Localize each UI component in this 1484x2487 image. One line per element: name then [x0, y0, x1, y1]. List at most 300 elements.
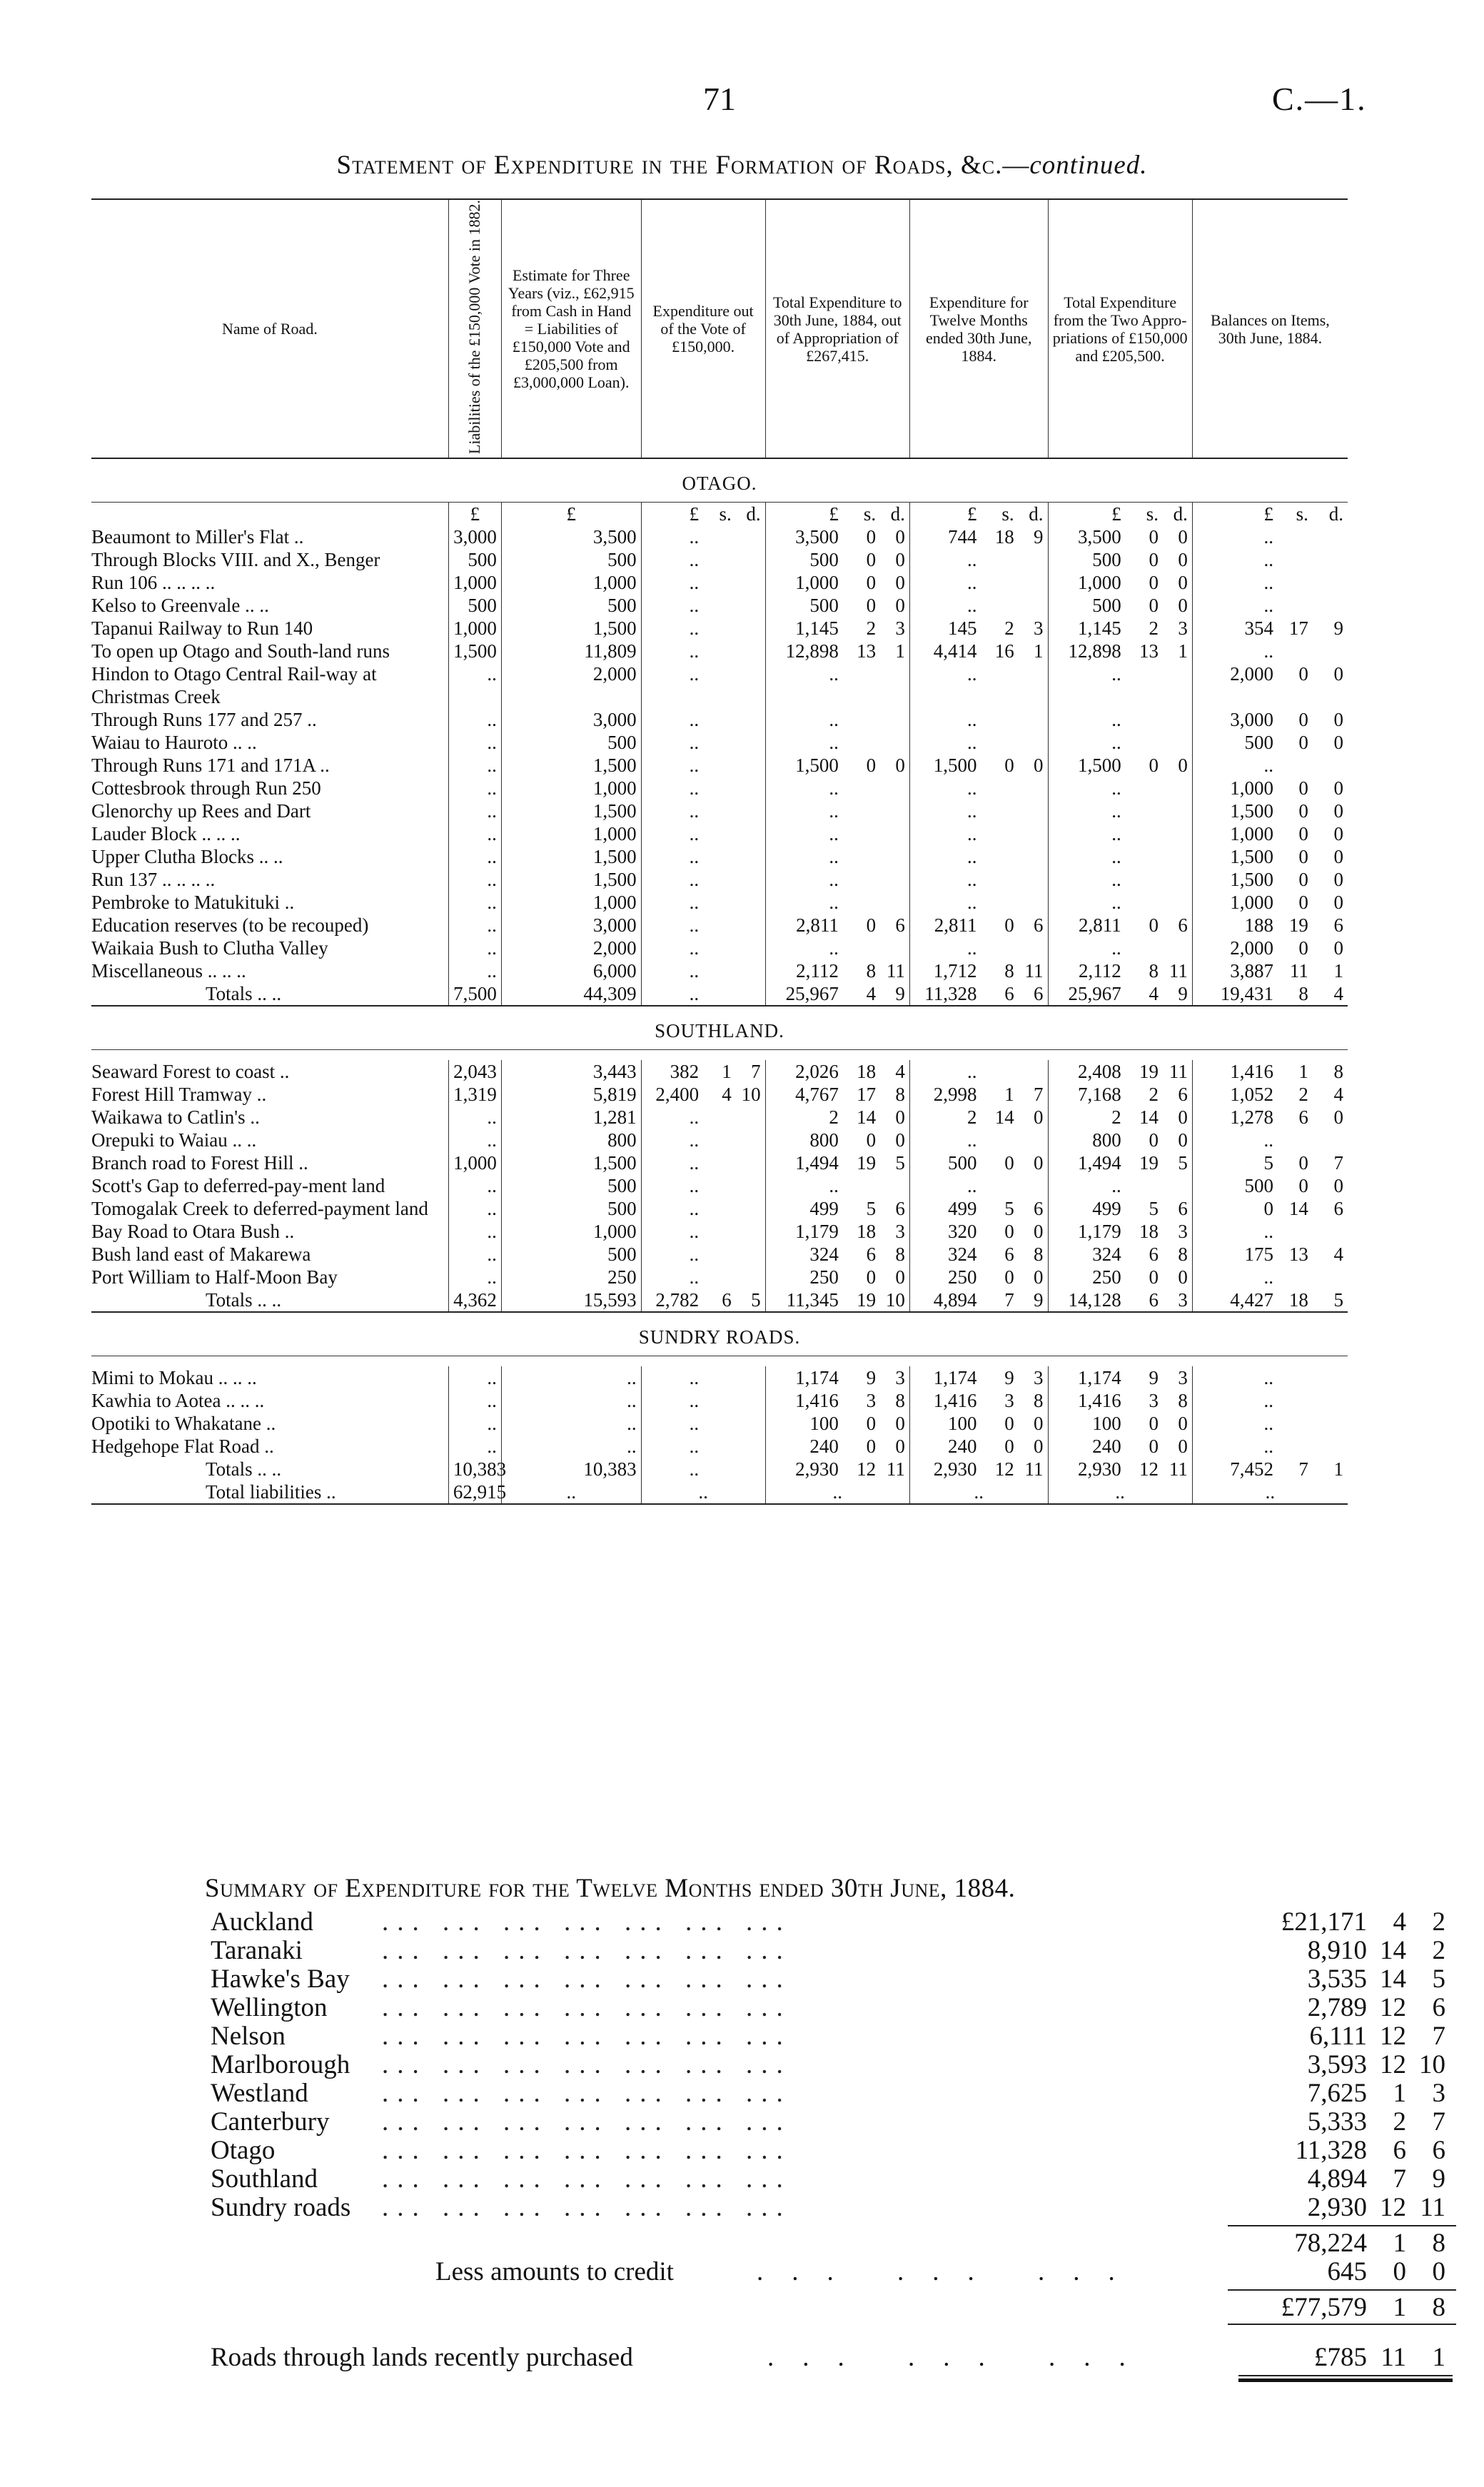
- summary-pounds: 645: [1327, 2257, 1367, 2286]
- twelve-months-pence: 11: [1024, 1458, 1044, 1480]
- road-name: Tomogalak Creek to deferred-payment land: [91, 1198, 428, 1220]
- total-two-shillings: 3: [1149, 1390, 1159, 1412]
- total-to-date-shillings: [843, 1174, 880, 1197]
- expenditure-vote-pence: [736, 754, 765, 777]
- total-two-shillings: [1126, 799, 1163, 822]
- total-two-pence: [1163, 708, 1192, 731]
- total-two-pence: [1163, 799, 1192, 822]
- liabilities-cell: ..: [448, 1220, 501, 1243]
- twelve-months-pence: [1019, 1060, 1048, 1083]
- liabilities-cell: ..: [448, 1106, 501, 1129]
- col-header-total-to-date: Total Expenditure to 30th June, 1884, out of Appropriation of £267,415.: [765, 199, 909, 458]
- total-to-date-pounds: 2,112: [765, 959, 843, 982]
- balance-shillings: [1278, 1266, 1313, 1288]
- twelve-months-pence: [1019, 662, 1048, 708]
- total-to-date-pence: [880, 708, 909, 731]
- summary-amount: [1260, 2258, 1453, 2286]
- balance-shillings: [1278, 1220, 1313, 1243]
- total-to-date-pounds: ..: [765, 891, 843, 914]
- totals-row: [91, 1288, 1348, 1311]
- twelve-months-pence: 0: [1034, 1413, 1044, 1435]
- totals-row: [91, 982, 1348, 1005]
- total-to-date-pence: 3: [895, 1221, 905, 1243]
- balance-pounds: ..: [1192, 525, 1278, 548]
- balance-shillings: 0: [1298, 869, 1308, 891]
- expenditure-vote-pence: [736, 868, 765, 891]
- twelve-months-pence: 9: [1034, 1289, 1044, 1311]
- balance-pence: 0: [1333, 663, 1343, 685]
- balance-pence: 0: [1333, 709, 1343, 731]
- total-to-date-pence: 8: [895, 1244, 905, 1266]
- twelve-months-shillings: 6: [1004, 1244, 1014, 1266]
- total-two-pence: [1163, 868, 1192, 891]
- summary-pounds: £77,579: [1281, 2293, 1367, 2322]
- unit-pence: d.: [1029, 503, 1044, 525]
- twelve-months-pence: 8: [1034, 1244, 1044, 1266]
- expenditure-vote-pence: [736, 799, 765, 822]
- total-two-shillings: [1126, 708, 1163, 731]
- spacer-row: [91, 1050, 1348, 1061]
- balance-shillings: [1278, 640, 1313, 662]
- summary-pence: 10: [1419, 2050, 1445, 2079]
- balance-shillings: 7: [1298, 1458, 1308, 1480]
- expenditure-vote-shillings: [703, 1220, 736, 1243]
- twelve-months-shillings: [981, 822, 1018, 845]
- road-row: [91, 662, 1348, 708]
- balance-pounds: ..: [1192, 1220, 1278, 1243]
- summary-leaders: ... ... ... ... ... ... ...: [382, 2194, 792, 2222]
- total-two-pence: 11: [1168, 1061, 1188, 1083]
- section-heading: OTAGO.: [91, 458, 1348, 503]
- estimate-cell: ..: [501, 1366, 641, 1389]
- summary-pounds: 5,333: [1307, 2107, 1367, 2137]
- twelve-months-pence: 3: [1034, 617, 1044, 640]
- total-two-pence: 6: [1178, 1084, 1188, 1106]
- twelve-months-pounds: 250: [909, 1266, 981, 1288]
- estimate-cell: ..: [501, 1435, 641, 1458]
- twelve-months-pounds: ..: [909, 662, 981, 708]
- balance-pence: 0: [1333, 937, 1343, 959]
- balance-pounds: 1,000: [1192, 891, 1278, 914]
- summary-amount: [1260, 2294, 1453, 2322]
- summary-row: [211, 2107, 1445, 2137]
- road-name: Run 137 .. .. .. ..: [91, 869, 216, 891]
- estimate-cell: ..: [501, 1480, 641, 1504]
- summary-amount: [1260, 2229, 1453, 2258]
- expenditure-vote-pence: [736, 571, 765, 594]
- total-two-pounds: ..: [1048, 822, 1126, 845]
- summary-shillings: 7: [1393, 2164, 1406, 2194]
- estimate-cell: 3,500: [501, 525, 641, 548]
- total-to-date-shillings: 5: [866, 1198, 877, 1220]
- total-to-date-shillings: 9: [866, 1367, 877, 1389]
- total-to-date-shillings: 13: [857, 640, 877, 662]
- expenditure-vote-shillings: [703, 1366, 736, 1389]
- summary-shillings: 12: [1380, 2050, 1406, 2079]
- summary-row: [211, 1936, 1445, 1965]
- total-to-date-pounds: 500: [765, 594, 843, 617]
- purchased-double-rule: [1238, 2375, 1453, 2382]
- balance-shillings: [1278, 571, 1313, 594]
- road-name: Totals .. ..: [206, 1289, 282, 1311]
- twelve-months-pence: 0: [1034, 1436, 1044, 1458]
- estimate-cell: 44,309: [501, 982, 641, 1005]
- liabilities-cell: ..: [448, 1197, 501, 1220]
- total-to-date-shillings: 0: [866, 1129, 877, 1151]
- expenditure-vote-pence: 7: [751, 1061, 761, 1083]
- balance-shillings: [1278, 594, 1313, 617]
- expenditure-vote-pounds: ..: [641, 1197, 703, 1220]
- expenditure-vote-pounds: ..: [641, 1151, 703, 1174]
- total-to-date-shillings: 0: [866, 1436, 877, 1458]
- balance-pounds: ..: [1192, 1266, 1278, 1288]
- estimate-cell: 11,809: [501, 640, 641, 662]
- balance-pence: 5: [1333, 1289, 1343, 1311]
- summary-pounds: 8,910: [1307, 1936, 1367, 1965]
- expenditure-vote-shillings: [703, 754, 736, 777]
- estimate-cell: 10,383: [501, 1458, 641, 1480]
- summary-leaders: ... ... ... ... ... ... ...: [382, 1908, 792, 1937]
- twelve-months-pounds: 1,500: [909, 754, 981, 777]
- twelve-months-shillings: [981, 548, 1018, 571]
- unit-shilling: s.: [1001, 503, 1014, 525]
- liabilities-cell: ..: [448, 1243, 501, 1266]
- road-name: Mimi to Mokau .. .. ..: [91, 1367, 257, 1389]
- total-two-pence: 0: [1178, 755, 1188, 777]
- total-to-date-pounds: 2,930: [765, 1458, 843, 1480]
- total-to-date-pence: [880, 1174, 909, 1197]
- balance-pence: 0: [1333, 800, 1343, 822]
- balance-pounds: 354: [1192, 617, 1278, 640]
- expenditure-vote-pounds: ..: [641, 1458, 703, 1480]
- balance-shillings: 18: [1288, 1289, 1308, 1311]
- expenditure-vote-pence: [736, 959, 765, 982]
- total-to-date-shillings: 0: [866, 1266, 877, 1288]
- summary-pounds: 2,789: [1307, 1993, 1367, 2022]
- road-row: [91, 1060, 1348, 1083]
- summary-pounds: 11,328: [1295, 2136, 1367, 2165]
- liabilities-cell: ..: [448, 1412, 501, 1435]
- twelve-months-pence: [1019, 548, 1048, 571]
- expenditure-vote-pence: [736, 617, 765, 640]
- estimate-cell: 3,000: [501, 914, 641, 937]
- total-two-pence: 3: [1178, 1289, 1188, 1311]
- road-row: [91, 594, 1348, 617]
- estimate-cell: 500: [501, 594, 641, 617]
- total-to-date-pence: 4: [895, 1061, 905, 1083]
- twelve-months-shillings: 0: [1004, 1413, 1014, 1435]
- summary-purchased-label: Roads through lands recently purchased: [211, 2343, 633, 2372]
- total-two-pence: [1163, 891, 1192, 914]
- twelve-months-pence: [1019, 937, 1048, 959]
- total-two-pounds: 2,112: [1048, 959, 1126, 982]
- expenditure-vote-pounds: ..: [641, 868, 703, 891]
- estimate-cell: 1,000: [501, 891, 641, 914]
- balance-pounds: 1,000: [1192, 822, 1278, 845]
- twelve-months-pounds: ..: [909, 571, 981, 594]
- expenditure-table: [91, 198, 1348, 1505]
- balance-pence: 9: [1333, 617, 1343, 640]
- twelve-months-pounds: 320: [909, 1220, 981, 1243]
- total-two-shillings: 0: [1149, 526, 1159, 548]
- twelve-months-shillings: [981, 868, 1018, 891]
- total-two-pence: 0: [1178, 549, 1188, 571]
- balance-shillings: 0: [1298, 732, 1308, 754]
- expenditure-vote-shillings: [703, 731, 736, 754]
- total-to-date-shillings: 0: [866, 1413, 877, 1435]
- liabilities-cell: ..: [448, 845, 501, 868]
- unit-shilling: s.: [863, 503, 877, 525]
- estimate-cell: 1,000: [501, 571, 641, 594]
- total-two-pence: [1163, 777, 1192, 799]
- road-row: [91, 1220, 1348, 1243]
- balance-pence: 4: [1333, 983, 1343, 1005]
- total-to-date-pounds: 800: [765, 1129, 843, 1151]
- total-to-date-pounds: 500: [765, 548, 843, 571]
- estimate-cell: ..: [501, 1412, 641, 1435]
- total-to-date-shillings: 17: [857, 1084, 877, 1106]
- total-two-pounds: ..: [1048, 662, 1126, 708]
- summary-shillings: 14: [1380, 1964, 1406, 1994]
- unit-shilling: s.: [1146, 503, 1159, 525]
- balance-pounds: 3,000: [1192, 708, 1278, 731]
- total-two-pence: 8: [1178, 1390, 1188, 1412]
- col-header-estimate: Estimate for Three Years (viz., £62,915 from Cash in Hand = Liabilities of £150,000 Vote and £205,500 from £3,000,000 Loan).: [501, 199, 641, 458]
- balance-pounds: ..: [1192, 1129, 1278, 1151]
- balance-pence: 6: [1333, 1198, 1343, 1220]
- total-to-date-pence: 0: [895, 1106, 905, 1129]
- road-name: Opotiki to Whakatane ..: [91, 1413, 276, 1435]
- summary-pence: 6: [1432, 2136, 1445, 2165]
- summary-amount: [1260, 1937, 1453, 1965]
- unit-pence: d.: [746, 503, 761, 525]
- summary-shillings: 12: [1380, 2193, 1406, 2222]
- road-row: [91, 799, 1348, 822]
- total-two-shillings: 13: [1139, 640, 1159, 662]
- total-two-shillings: [1126, 845, 1163, 868]
- estimate-cell: ..: [501, 1389, 641, 1412]
- total-to-date-pounds: 12,898: [765, 640, 843, 662]
- balance-shillings: [1278, 1129, 1313, 1151]
- liabilities-cell: ..: [448, 708, 501, 731]
- road-row: [91, 640, 1348, 662]
- balance-pence: 4: [1333, 1244, 1343, 1266]
- total-two-pounds: 2,930: [1048, 1458, 1126, 1480]
- total-to-date-shillings: 19: [857, 1289, 877, 1311]
- total-two-pounds: ..: [1048, 731, 1126, 754]
- summary-region: Sundry roads: [211, 2193, 351, 2222]
- col-header-twelve-months: Expenditure for Twelve Months ended 30th June, 1884.: [909, 199, 1048, 458]
- total-two-shillings: 12: [1139, 1458, 1159, 1480]
- col-header-name: Name of Road.: [91, 199, 448, 458]
- balance-pounds: ..: [1192, 1389, 1278, 1412]
- total-to-date-shillings: 14: [857, 1106, 877, 1129]
- summary-block: [205, 1873, 1445, 2372]
- expenditure-vote-pence: [736, 1412, 765, 1435]
- balance-pence: 0: [1333, 846, 1343, 868]
- balance-pence: 4: [1333, 1084, 1343, 1106]
- expenditure-vote-pounds: ..: [641, 662, 703, 708]
- road-row: [91, 1106, 1348, 1129]
- summary-row: [211, 2079, 1445, 2108]
- summary-region: Taranaki: [211, 1936, 303, 1965]
- total-to-date-pence: [880, 822, 909, 845]
- summary-region: Hawke's Bay: [211, 1964, 350, 1994]
- total-to-date-shillings: [843, 662, 880, 708]
- twelve-months-pounds: 2,998: [909, 1083, 981, 1106]
- total-to-date-pounds: 1,000: [765, 571, 843, 594]
- summary-pence: 7: [1432, 2022, 1445, 2051]
- balance-shillings: [1278, 548, 1313, 571]
- total-two-pence: 5: [1178, 1152, 1188, 1174]
- road-name: Pembroke to Matukituki ..: [91, 892, 295, 914]
- units-row: [91, 503, 1348, 526]
- twelve-months-shillings: [981, 1129, 1018, 1151]
- summary-pounds: 2,930: [1307, 2193, 1367, 2222]
- summary-subtotal-row: [211, 2229, 1445, 2258]
- summary-amount: [1260, 2022, 1453, 2051]
- road-row: [91, 845, 1348, 868]
- total-two-shillings: 0: [1149, 572, 1159, 594]
- expenditure-vote-shillings: [703, 1412, 736, 1435]
- twelve-months-shillings: [981, 1060, 1018, 1083]
- expenditure-vote-pounds: ..: [641, 1106, 703, 1129]
- title-prefix: Statement of Expenditure in the Formation of Roads, &c.—: [336, 151, 1030, 180]
- section-heading-row: [91, 458, 1348, 503]
- unit-pound: £: [501, 503, 641, 526]
- summary-amount: [1260, 1965, 1453, 1994]
- total-two-shillings: 5: [1149, 1198, 1159, 1220]
- total-to-date-shillings: 2: [866, 617, 877, 640]
- total-to-date-shillings: 8: [866, 960, 877, 982]
- unit-shilling: s.: [1296, 503, 1308, 525]
- twelve-months-pence: 0: [1034, 1266, 1044, 1288]
- expenditure-vote-shillings: [703, 868, 736, 891]
- twelve-months-pounds: ..: [909, 1174, 981, 1197]
- expenditure-vote-pounds: ..: [641, 1366, 703, 1389]
- summary-pounds: £21,171: [1281, 1907, 1367, 1937]
- estimate-cell: 1,000: [501, 1220, 641, 1243]
- road-name: Waikawa to Catlin's ..: [91, 1106, 260, 1129]
- summary-shillings: 4: [1393, 1907, 1406, 1937]
- expenditure-vote-pence: [736, 1366, 765, 1389]
- unit-shilling: s.: [719, 503, 732, 525]
- road-name: Kawhia to Aotea .. .. ..: [91, 1390, 265, 1412]
- summary-pence: 2: [1432, 1936, 1445, 1965]
- balance-shillings: 14: [1288, 1198, 1308, 1220]
- summary-pounds: £785: [1314, 2343, 1367, 2372]
- summary-shillings: 2: [1393, 2107, 1406, 2137]
- balance-pounds: 1,416: [1192, 1060, 1278, 1083]
- expenditure-vote-shillings: [703, 799, 736, 822]
- summary-amount: [1260, 2108, 1453, 2137]
- balance-pounds: 500: [1192, 731, 1278, 754]
- summary-pence: 11: [1420, 2193, 1445, 2222]
- twelve-months-shillings: [981, 571, 1018, 594]
- expenditure-vote-shillings: [703, 822, 736, 845]
- summary-region: Wellington: [211, 1993, 328, 2022]
- liabilities-cell: ..: [448, 959, 501, 982]
- estimate-cell: 800: [501, 1129, 641, 1151]
- total-two-shillings: 0: [1149, 1436, 1159, 1458]
- balance-pence: [1313, 1435, 1348, 1458]
- total-two-shillings: 2: [1149, 1084, 1159, 1106]
- liabilities-cell: 1,500: [448, 640, 501, 662]
- total-to-date-pence: 1: [895, 640, 905, 662]
- expenditure-vote-pence: [736, 1435, 765, 1458]
- statement-title: [0, 150, 1484, 181]
- total-two-pounds: ..: [1048, 799, 1126, 822]
- twelve-months-shillings: 0: [1004, 1152, 1014, 1174]
- expenditure-vote-shillings: [703, 1266, 736, 1288]
- blank-money-cell: ..: [641, 1480, 765, 1504]
- balance-pounds: 1,000: [1192, 777, 1278, 799]
- liabilities-cell: ..: [448, 822, 501, 845]
- expenditure-vote-pence: [736, 777, 765, 799]
- total-to-date-pounds: 25,967: [765, 982, 843, 1005]
- unit-pound: £: [448, 503, 501, 526]
- total-to-date-shillings: 19: [857, 1152, 877, 1174]
- expenditure-vote-pence: [736, 662, 765, 708]
- total-liabilities-row: [91, 1480, 1348, 1504]
- total-two-pence: 0: [1178, 526, 1188, 548]
- estimate-cell: 1,500: [501, 754, 641, 777]
- balance-shillings: 0: [1298, 800, 1308, 822]
- road-row: [91, 1389, 1348, 1412]
- total-two-pounds: ..: [1048, 868, 1126, 891]
- total-to-date-pence: [880, 731, 909, 754]
- total-two-shillings: [1126, 891, 1163, 914]
- expenditure-vote-pounds: ..: [641, 640, 703, 662]
- total-two-pounds: ..: [1048, 891, 1126, 914]
- road-row: [91, 731, 1348, 754]
- estimate-cell: 5,819: [501, 1083, 641, 1106]
- twelve-months-shillings: 6: [1004, 983, 1014, 1005]
- total-two-shillings: 2: [1149, 617, 1159, 640]
- page-code: C.—1.: [1272, 81, 1367, 117]
- twelve-months-pounds: 2,811: [909, 914, 981, 937]
- estimate-cell: 1,500: [501, 1151, 641, 1174]
- twelve-months-shillings: 0: [1004, 1436, 1014, 1458]
- total-to-date-shillings: [843, 937, 880, 959]
- expenditure-vote-pounds: ..: [641, 1129, 703, 1151]
- expenditure-vote-pence: [736, 982, 765, 1005]
- total-to-date-shillings: [843, 731, 880, 754]
- road-name: Waikaia Bush to Clutha Valley: [91, 937, 328, 959]
- summary-shillings: 12: [1380, 2022, 1406, 2051]
- liabilities-cell: ..: [448, 1435, 501, 1458]
- balance-pounds: ..: [1192, 754, 1278, 777]
- twelve-months-shillings: 14: [994, 1106, 1014, 1129]
- total-to-date-shillings: [843, 822, 880, 845]
- twelve-months-shillings: [981, 708, 1018, 731]
- road-row: [91, 1243, 1348, 1266]
- total-two-pence: [1163, 662, 1192, 708]
- expenditure-vote-pounds: ..: [641, 1174, 703, 1197]
- road-row: [91, 1129, 1348, 1151]
- expenditure-vote-shillings: [703, 1174, 736, 1197]
- expenditure-vote-shillings: [703, 1106, 736, 1129]
- balance-pounds: 1,278: [1192, 1106, 1278, 1129]
- total-two-pounds: 1,174: [1048, 1366, 1126, 1389]
- expenditure-vote-pounds: ..: [641, 959, 703, 982]
- liabilities-cell: 1,000: [448, 571, 501, 594]
- subtotal-rule: [1228, 2225, 1456, 2226]
- total-two-shillings: 0: [1149, 755, 1159, 777]
- twelve-months-pounds: ..: [909, 1060, 981, 1083]
- expenditure-vote-pence: [736, 1197, 765, 1220]
- blank-money-cell: ..: [765, 1480, 909, 1504]
